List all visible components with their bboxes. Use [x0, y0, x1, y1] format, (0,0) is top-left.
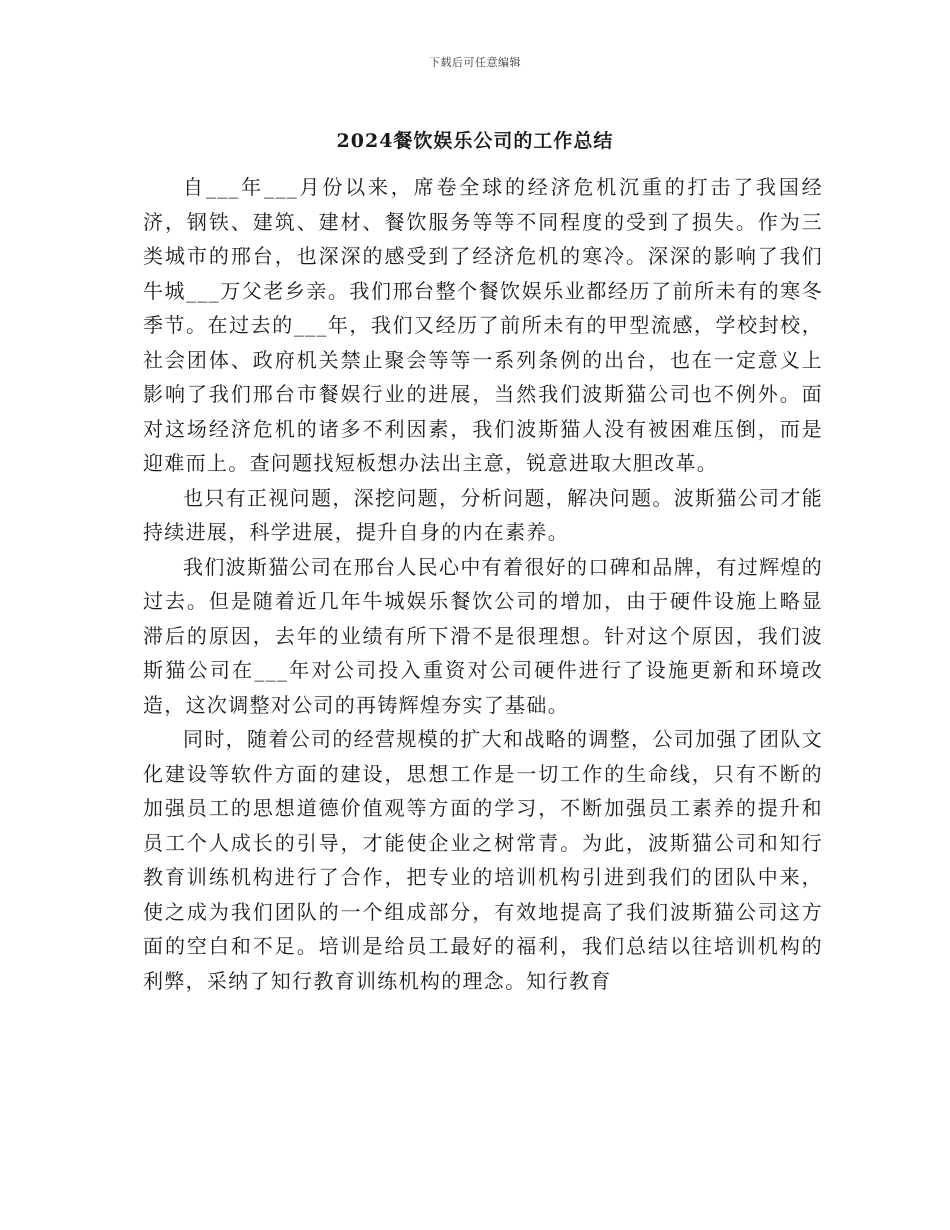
document-title: 2024餐饮娱乐公司的工作总结 [336, 130, 614, 152]
paragraph-2: 也只有正视问题，深挖问题，分析问题，解决问题。波斯猫公司才能持续进展，科学进展，提升自身的内在素养。 [143, 485, 823, 544]
paragraph-4: 同时，随着公司的经营规模的扩大和战略的调整，公司加强了团队文化建设等软件方面的建设，思想工作是一切工作的生命线，只有不断的加强员工的思想道德价值观等方面的学习，不断加强员工素养的提升和员工个人成长的引导，才能使企业之树常青。为此，波斯猫公司和知行教育训练机构进行了合作，把专业的培训机构引进到我们的团队中来，使之成为我们团队的一个组成部分，有效地提高了我们波斯猫公司这方面的空白和不足。培训是给员工最好的福利，我们总结以往培训机构的利弊，采纳了知行教育训练机构的理念。知行教育 [143, 727, 823, 993]
paragraph-3: 我们波斯猫公司在邢台人民心中有着很好的口碑和品牌，有过辉煌的过去。但是随着近几年牛城娱乐餐饮公司的增加，由于硬件设施上略显滞后的原因，去年的业绩有所下滑不是很理想。针对这个原因，我们波斯猫公司在___年对公司投入重资对公司硬件进行了设施更新和环境改造，这次调整对公司的再铸辉煌夯实了基础。 [143, 554, 823, 717]
paragraph-1: 自___年___月份以来，席卷全球的经济危机沉重的打击了我国经济，钢铁、建筑、建材、餐饮服务等等不同程度的受到了损失。作为三类城市的邢台，也深深的感受到了经济危机的寒冷。深深的影响了我们牛城___万父老乡亲。我们邢台整个餐饮娱乐业都经历了前所未有的寒冬季节。在过去的___年，我们又经历了前所未有的甲型流感，学校封校，社会团体、政府机关禁止聚会等等一系列条例的出台，也在一定意义上影响了我们邢台市餐娱行业的进展，当然我们波斯猫公司也不例外。面对这场经济危机的诸多不利因素，我们波斯猫人没有被困难压倒，而是迎难而上。查问题找短板想办法出主意，锐意进取大胆改革。 [143, 175, 823, 475]
header-note: 下载后可任意编辑 [429, 56, 521, 69]
document-body [143, 170, 823, 998]
